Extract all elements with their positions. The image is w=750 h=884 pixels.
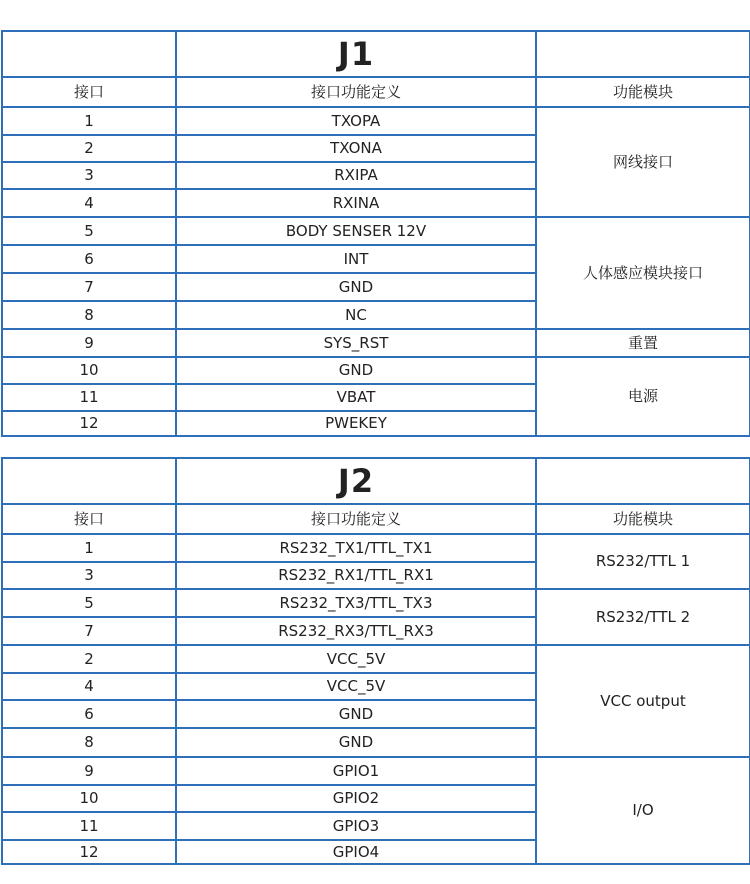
j2-title-blank-right [536,458,750,504]
pin-cell: 9 [2,329,176,357]
module-cell: 电源 [536,357,750,436]
j2-title-blank-left [2,458,176,504]
definition-cell: INT [176,245,536,273]
definition-cell: GND [176,700,536,728]
pin-cell: 5 [2,217,176,245]
table-row [2,589,750,617]
j1-header-definition: 接口功能定义 [176,77,536,107]
definition-cell: GND [176,728,536,757]
definition-cell: GPIO4 [176,840,536,864]
pin-cell: 3 [2,562,176,589]
j1-header-pin: 接口 [2,77,176,107]
j2-header-row [2,504,750,534]
table-row [2,645,750,673]
pin-cell: 7 [2,617,176,645]
table-row [2,107,750,135]
j2-title: J2 [176,458,536,504]
definition-cell: RS232_RX1/TTL_RX1 [176,562,536,589]
pin-cell: 11 [2,812,176,840]
j1-header-module: 功能模块 [536,77,750,107]
pin-cell: 12 [2,411,176,436]
pin-cell: 8 [2,728,176,757]
j2-table [1,457,750,865]
definition-cell: SYS_RST [176,329,536,357]
pin-cell: 3 [2,162,176,189]
definition-cell: GND [176,357,536,384]
pin-cell: 11 [2,384,176,411]
table-row [2,757,750,785]
table-row [2,329,750,357]
definition-cell: TXOPA [176,107,536,135]
definition-cell: VCC_5V [176,673,536,700]
pin-cell: 4 [2,673,176,700]
definition-cell: NC [176,301,536,329]
j1-title: J1 [176,31,536,77]
j2-header-definition: 接口功能定义 [176,504,536,534]
definition-cell: TXONA [176,135,536,162]
pin-cell: 1 [2,534,176,562]
table-row [2,357,750,384]
j2-header-module: 功能模块 [536,504,750,534]
pin-cell: 4 [2,189,176,217]
definition-cell: GPIO1 [176,757,536,785]
j2-title-row [2,458,750,504]
module-cell: VCC output [536,645,750,757]
definition-cell: RXINA [176,189,536,217]
j1-title-blank-left [2,31,176,77]
j1-title-blank-right [536,31,750,77]
module-cell: 重置 [536,329,750,357]
definition-cell: RS232_RX3/TTL_RX3 [176,617,536,645]
definition-cell: GPIO2 [176,785,536,812]
definition-cell: BODY SENSER 12V [176,217,536,245]
j2-header-pin: 接口 [2,504,176,534]
pin-cell: 12 [2,840,176,864]
j1-header-row [2,77,750,107]
module-cell: RS232/TTL 1 [536,534,750,589]
definition-cell: GND [176,273,536,301]
module-cell: RS232/TTL 2 [536,589,750,645]
pin-cell: 2 [2,645,176,673]
definition-cell: VBAT [176,384,536,411]
pin-cell: 8 [2,301,176,329]
pin-cell: 10 [2,357,176,384]
definition-cell: PWEKEY [176,411,536,436]
module-cell: 人体感应模块接口 [536,217,750,329]
j1-title-row [2,31,750,77]
module-cell: I/O [536,757,750,864]
pin-cell: 6 [2,245,176,273]
pin-cell: 7 [2,273,176,301]
pin-cell: 6 [2,700,176,728]
pin-cell: 2 [2,135,176,162]
pin-cell: 5 [2,589,176,617]
definition-cell: GPIO3 [176,812,536,840]
definition-cell: VCC_5V [176,645,536,673]
definition-cell: RS232_TX3/TTL_TX3 [176,589,536,617]
pin-cell: 10 [2,785,176,812]
definition-cell: RS232_TX1/TTL_TX1 [176,534,536,562]
module-cell: 网线接口 [536,107,750,217]
table-row [2,217,750,245]
j1-table [1,30,750,437]
pin-cell: 1 [2,107,176,135]
pin-cell: 9 [2,757,176,785]
definition-cell: RXIPA [176,162,536,189]
table-row [2,534,750,562]
